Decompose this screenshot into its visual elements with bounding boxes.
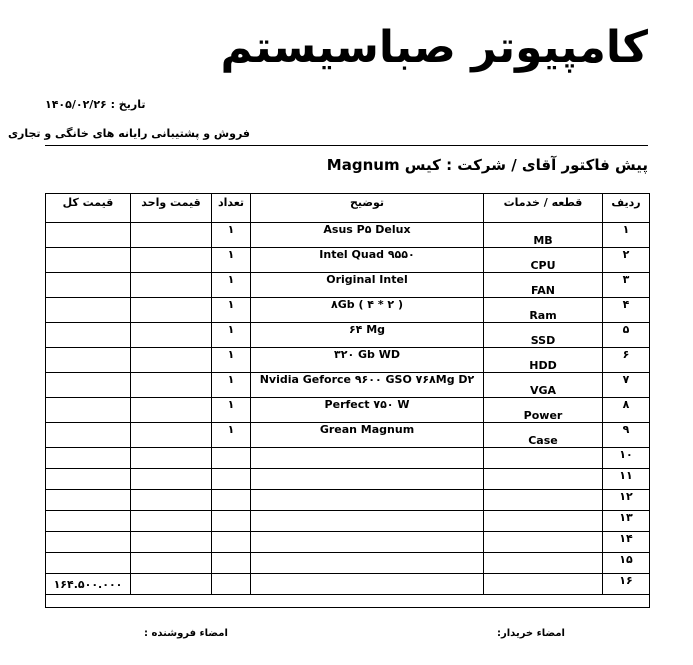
company-title: کامپیوتر صباسیستم bbox=[220, 22, 648, 73]
row-number-cell: ۱۶ bbox=[603, 574, 650, 595]
unit-price-cell bbox=[131, 423, 212, 448]
description-cell: ۸Gb ( ۴ * ۲ ) bbox=[251, 298, 484, 323]
table-row bbox=[46, 373, 650, 398]
quantity-cell: ۱ bbox=[212, 348, 251, 373]
buyer-signature-label: امضاء خریدار: bbox=[497, 628, 565, 639]
description-cell: Grean Magnum bbox=[251, 423, 484, 448]
unit-price-cell bbox=[131, 469, 212, 490]
col-header-row: ردیف bbox=[603, 194, 650, 223]
row-number-cell: ۱۲ bbox=[603, 490, 650, 511]
invoice-rows bbox=[46, 223, 650, 608]
description-cell: Nvidia Geforce ۹۶۰۰ GSO ۷۶۸Mg D۲ bbox=[251, 373, 484, 398]
description-cell bbox=[251, 448, 484, 469]
total-price-cell bbox=[46, 398, 131, 423]
part-cell bbox=[484, 511, 603, 532]
table-row bbox=[46, 490, 650, 511]
part-cell: Ram bbox=[484, 298, 603, 323]
description-cell: Intel Quad ۹۵۵۰ bbox=[251, 248, 484, 273]
part-cell: FAN bbox=[484, 273, 603, 298]
row-number-cell: ۱۱ bbox=[603, 469, 650, 490]
quantity-cell bbox=[212, 511, 251, 532]
col-header-description: توضیح bbox=[251, 194, 484, 223]
quantity-cell: ۱ bbox=[212, 398, 251, 423]
quantity-cell bbox=[212, 532, 251, 553]
quantity-cell bbox=[212, 469, 251, 490]
total-price-cell bbox=[46, 532, 131, 553]
table-row bbox=[46, 223, 650, 248]
part-cell: VGA bbox=[484, 373, 603, 398]
col-header-part: قطعه / خدمات bbox=[484, 194, 603, 223]
description-cell: Perfect ۷۵۰ W bbox=[251, 398, 484, 423]
unit-price-cell bbox=[131, 248, 212, 273]
part-cell: Case bbox=[484, 423, 603, 448]
unit-price-cell bbox=[131, 574, 212, 595]
part-cell: HDD bbox=[484, 348, 603, 373]
row-number-cell: ۴ bbox=[603, 298, 650, 323]
table-row bbox=[46, 469, 650, 490]
quantity-cell: ۱ bbox=[212, 273, 251, 298]
description-cell bbox=[251, 553, 484, 574]
total-price-cell bbox=[46, 223, 131, 248]
quantity-cell: ۱ bbox=[212, 223, 251, 248]
quantity-cell: ۱ bbox=[212, 423, 251, 448]
unit-price-cell bbox=[131, 348, 212, 373]
table-row bbox=[46, 298, 650, 323]
total-price-cell bbox=[46, 490, 131, 511]
total-price-cell bbox=[46, 323, 131, 348]
total-price-cell bbox=[46, 298, 131, 323]
table-row bbox=[46, 423, 650, 448]
unit-price-cell bbox=[131, 273, 212, 298]
unit-price-cell bbox=[131, 323, 212, 348]
row-number-cell: ۸ bbox=[603, 398, 650, 423]
row-number-cell: ۹ bbox=[603, 423, 650, 448]
table-row bbox=[46, 448, 650, 469]
part-cell: MB bbox=[484, 223, 603, 248]
part-cell bbox=[484, 574, 603, 595]
grand-total-cell: ۱۶۴.۵۰۰.۰۰۰ bbox=[46, 574, 131, 595]
total-price-cell bbox=[46, 553, 131, 574]
part-cell bbox=[484, 553, 603, 574]
quantity-cell: ۱ bbox=[212, 373, 251, 398]
unit-price-cell bbox=[131, 490, 212, 511]
table-row bbox=[46, 574, 650, 595]
part-cell bbox=[484, 490, 603, 511]
row-number-cell: ۵ bbox=[603, 323, 650, 348]
row-number-cell: ۶ bbox=[603, 348, 650, 373]
table-row bbox=[46, 553, 650, 574]
col-header-total: قیمت کل bbox=[46, 194, 131, 223]
unit-price-cell bbox=[131, 553, 212, 574]
description-cell bbox=[251, 511, 484, 532]
subtitle-underline bbox=[45, 145, 648, 146]
row-number-cell: ۱۳ bbox=[603, 511, 650, 532]
table-row bbox=[46, 398, 650, 423]
invoice-table bbox=[45, 193, 650, 608]
quantity-cell: ۱ bbox=[212, 298, 251, 323]
description-cell: Original Intel bbox=[251, 273, 484, 298]
row-number-cell: ۱۵ bbox=[603, 553, 650, 574]
part-cell: SSD bbox=[484, 323, 603, 348]
quantity-cell bbox=[212, 448, 251, 469]
table-row bbox=[46, 273, 650, 298]
table-header-row bbox=[46, 194, 650, 223]
table-row bbox=[46, 532, 650, 553]
total-price-cell bbox=[46, 373, 131, 398]
row-number-cell: ۱۴ bbox=[603, 532, 650, 553]
description-cell: ۳۲۰ Gb WD bbox=[251, 348, 484, 373]
part-cell bbox=[484, 532, 603, 553]
empty-footer-cell bbox=[46, 595, 650, 608]
total-price-cell bbox=[46, 423, 131, 448]
description-cell: ۶۴ Mg bbox=[251, 323, 484, 348]
company-subtitle: فروش و پشتیبانی رایانه های خانگی و تجاری bbox=[7, 127, 250, 140]
description-cell bbox=[251, 469, 484, 490]
part-cell bbox=[484, 448, 603, 469]
unit-price-cell bbox=[131, 511, 212, 532]
row-number-cell: ۲ bbox=[603, 248, 650, 273]
description-cell bbox=[251, 574, 484, 595]
table-row bbox=[46, 348, 650, 373]
part-cell: Power bbox=[484, 398, 603, 423]
description-cell bbox=[251, 490, 484, 511]
unit-price-cell bbox=[131, 373, 212, 398]
unit-price-cell bbox=[131, 223, 212, 248]
row-number-cell: ۳ bbox=[603, 273, 650, 298]
table-row bbox=[46, 248, 650, 273]
part-cell bbox=[484, 469, 603, 490]
quantity-cell bbox=[212, 553, 251, 574]
quantity-cell bbox=[212, 490, 251, 511]
table-row bbox=[46, 595, 650, 608]
total-price-cell bbox=[46, 348, 131, 373]
unit-price-cell bbox=[131, 298, 212, 323]
unit-price-cell bbox=[131, 448, 212, 469]
row-number-cell: ۱۰ bbox=[603, 448, 650, 469]
total-price-cell bbox=[46, 273, 131, 298]
row-number-cell: ۱ bbox=[603, 223, 650, 248]
quantity-cell: ۱ bbox=[212, 248, 251, 273]
quantity-cell bbox=[212, 574, 251, 595]
col-header-quantity: تعداد bbox=[212, 194, 251, 223]
part-cell: CPU bbox=[484, 248, 603, 273]
unit-price-cell bbox=[131, 398, 212, 423]
total-price-cell bbox=[46, 469, 131, 490]
total-price-cell bbox=[46, 511, 131, 532]
total-price-cell bbox=[46, 448, 131, 469]
unit-price-cell bbox=[131, 532, 212, 553]
description-cell: Asus P۵ Delux bbox=[251, 223, 484, 248]
invoice-date: تاریخ : ۱۴۰۵/۰۲/۲۶ bbox=[45, 98, 146, 111]
table-row bbox=[46, 323, 650, 348]
col-header-unit-price: قیمت واحد bbox=[131, 194, 212, 223]
seller-signature-label: امضاء فروشنده : bbox=[144, 628, 228, 639]
description-cell bbox=[251, 532, 484, 553]
table-row bbox=[46, 511, 650, 532]
quantity-cell: ۱ bbox=[212, 323, 251, 348]
row-number-cell: ۷ bbox=[603, 373, 650, 398]
invoice-customer-line: پیش فاکتور آقای / شرکت : کیس Magnum bbox=[326, 156, 648, 174]
total-price-cell bbox=[46, 248, 131, 273]
